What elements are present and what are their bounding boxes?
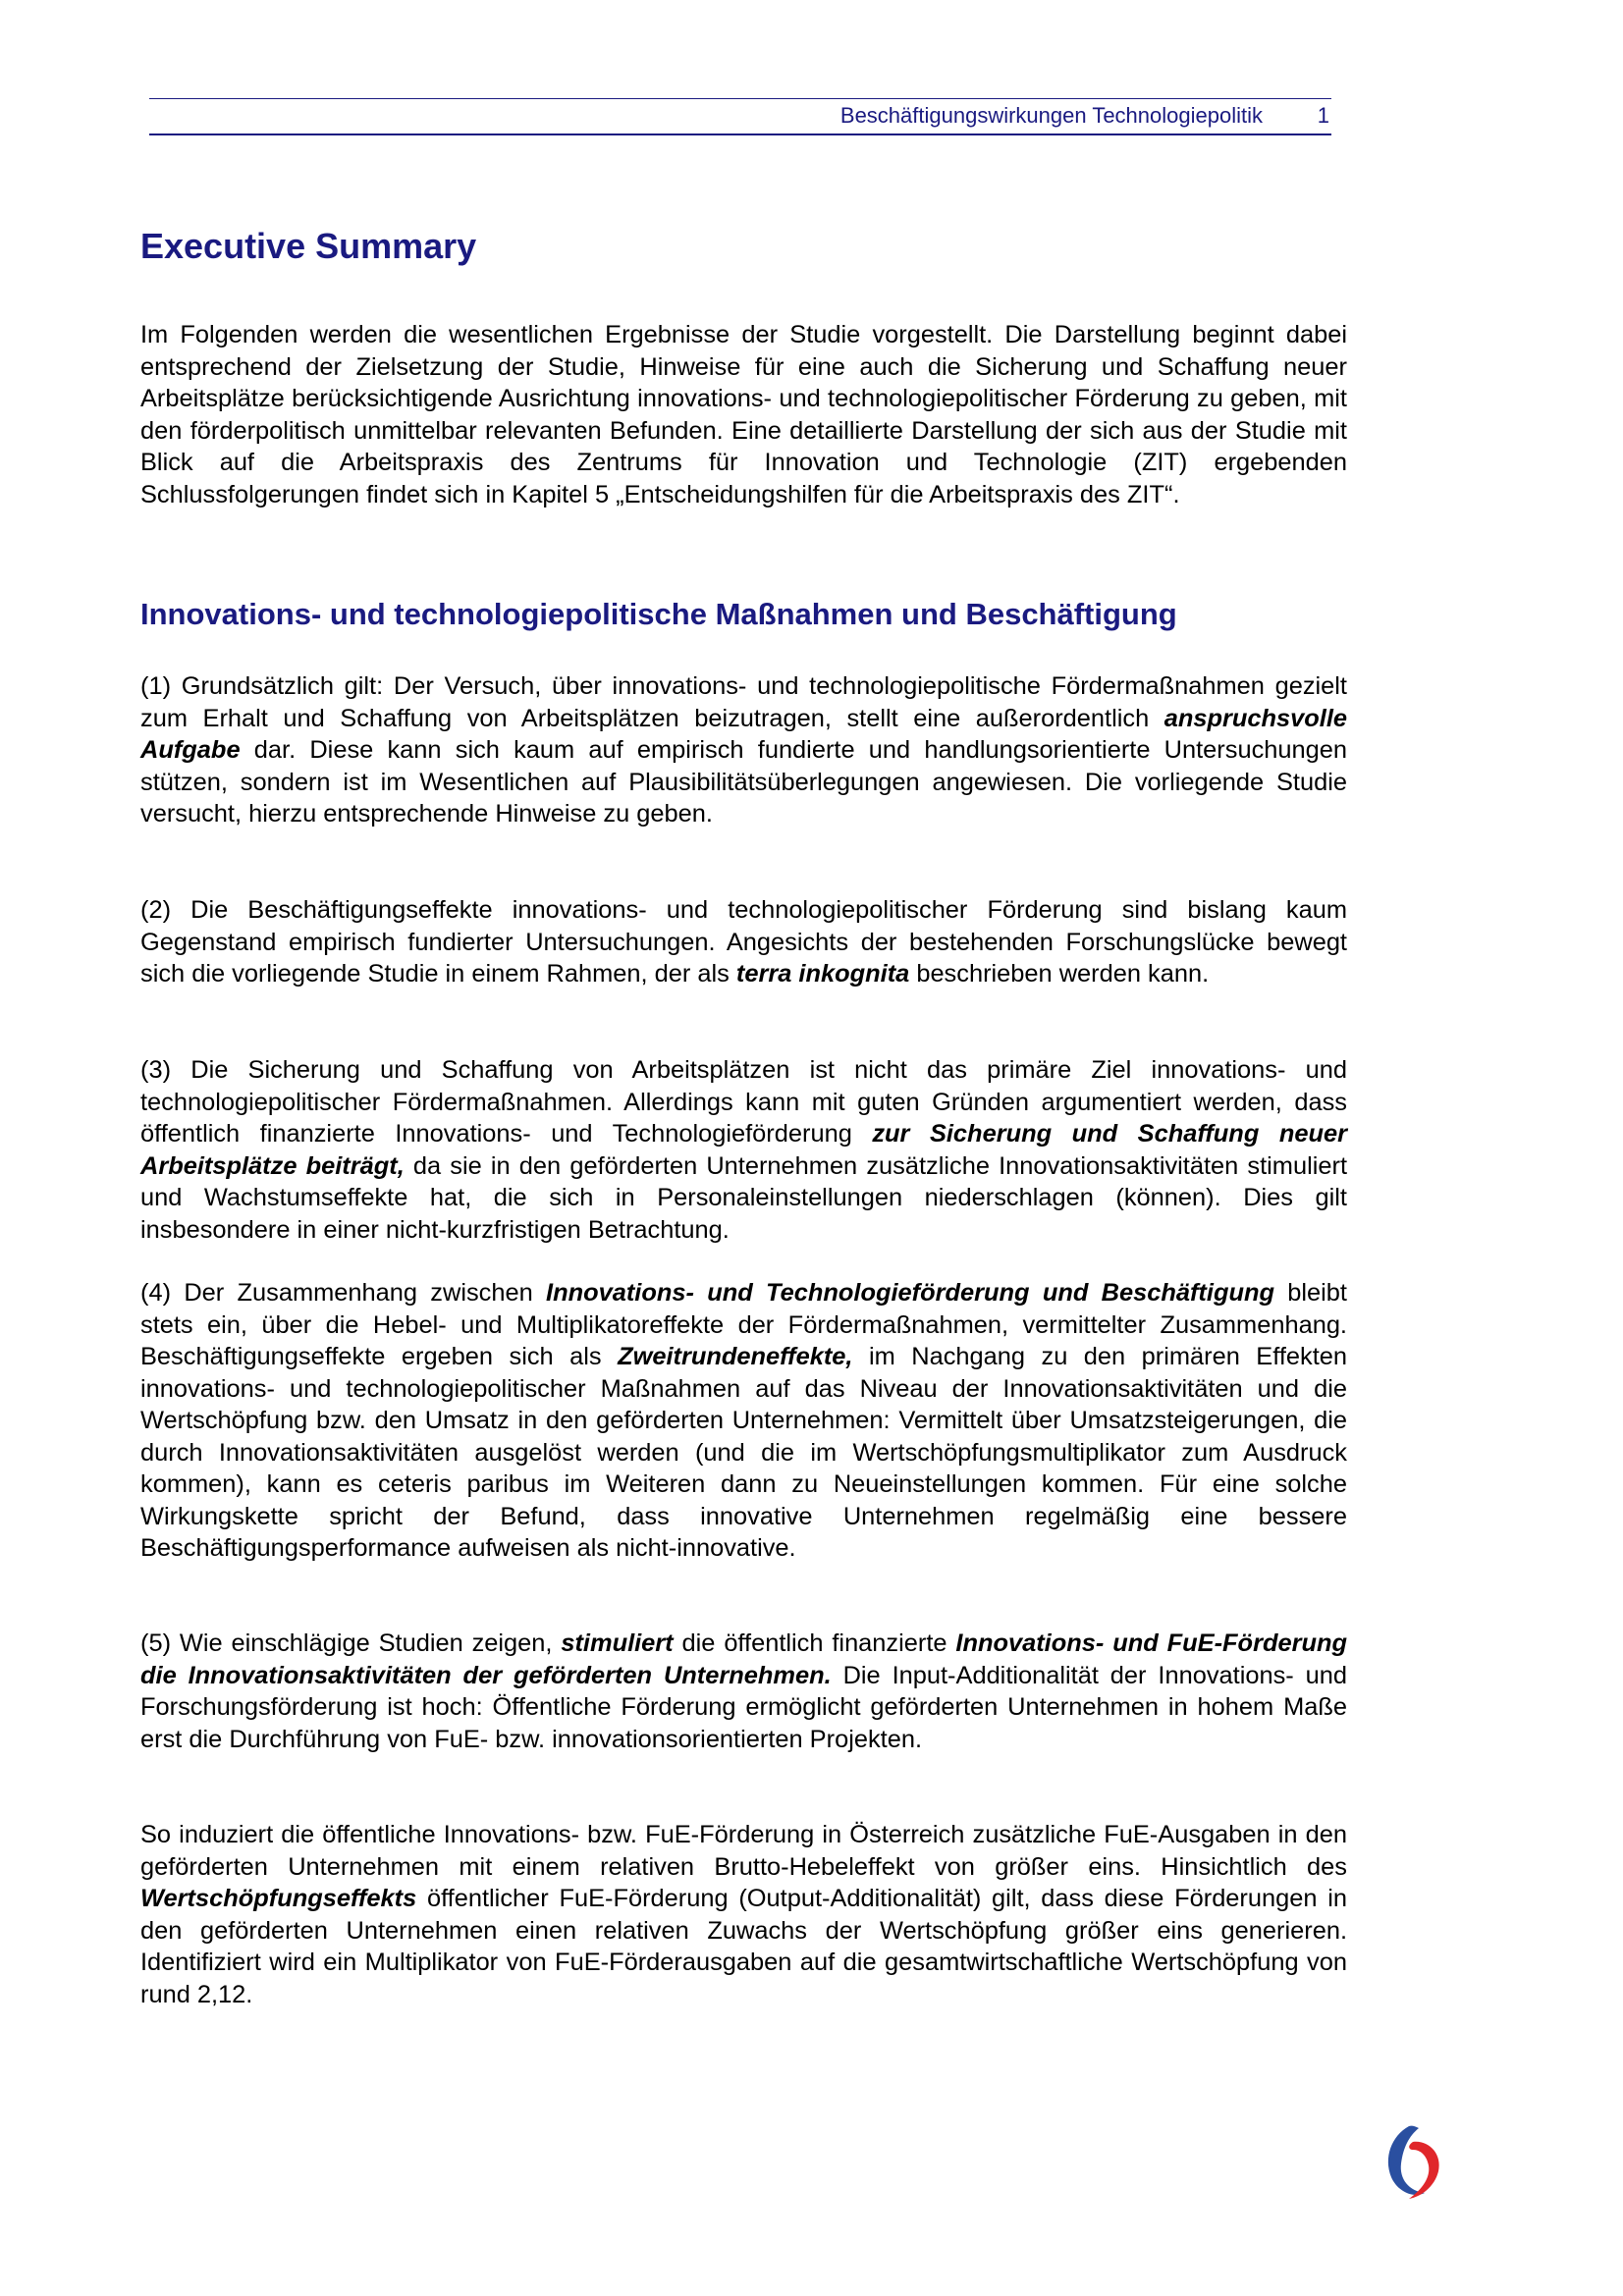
executive-summary-heading: Executive Summary bbox=[140, 226, 477, 266]
paragraph-1-text-a: (1) Grundsätzlich gilt: Der Versuch, über innovations- und technologiepolitische Fördermaßnahmen gezielt zum Erhalt und Schaffung von Arbeitsplätzen beizutragen, stellt eine außerordentlich bbox=[140, 672, 1347, 732]
paragraph-2 bbox=[140, 894, 1347, 990]
paragraph-4-emphasis-2: Zweitrundeneffekte, bbox=[618, 1343, 853, 1370]
paragraph-2-text-a: (2) Die Beschäftigungseffekte innovations- und technologiepolitischer Förderung sind bislang kaum Gegenstand empirisch fundierter Untersuchungen. Angesichts der bestehenden Forschungslücke bewegt sich die vorliegende Studie in einem Rahmen, der als bbox=[140, 896, 1347, 988]
paragraph-1-text-c: dar. Diese kann sich kaum auf empirisch fundierte und handlungsorientierte Untersuchungen stützen, sondern ist im Wesentlichen auf Plausibilitätsüberlegungen angewiesen. Die vorliegende Studie versucht, hierzu entsprechende Hinweise zu geben. bbox=[140, 736, 1347, 828]
paragraph-4-text-a: (4) Der Zusammenhang zwischen bbox=[140, 1279, 547, 1307]
paragraph-3 bbox=[140, 1054, 1347, 1246]
header-title: Beschäftigungswirkungen Technologiepolitik bbox=[839, 103, 1263, 128]
paragraph-5-text-e: Die Input-Additionalität der Innovations- und Forschungsförderung ist hoch: Öffentliche Förderung ermöglicht geförderten Unternehmen in hohem Maße erst die Durchführung von FuE- bzw. innovationsorientierten Projekten. bbox=[140, 1661, 1347, 1753]
logo-blue-swirl bbox=[1388, 2126, 1425, 2195]
paragraph-3-text-a: (3) Die Sicherung und Schaffung von Arbeitsplätzen ist nicht das primäre Ziel innovations- und technologiepolitischer Fördermaßnahmen. Allerdings kann mit guten Gründen argumentiert werden, dass öffentlich finanzierte Innovations- und Technologieförderung bbox=[140, 1056, 1347, 1148]
paragraph-6-emphasis: Wertschöpfungseffekts bbox=[140, 1885, 417, 1912]
paragraph-1 bbox=[140, 670, 1347, 830]
paragraph-3-emphasis: zur Sicherung und Schaffung neuer Arbeitsplätze beiträgt, bbox=[140, 1120, 1347, 1180]
paragraph-6-text-c: öffentlicher FuE-Förderung (Output-Additionalität) gilt, dass diese Förderungen in den geförderten Unternehmen einen relativen Zuwachs der Wertschöpfung größer eins generieren. Identifiziert wird ein Multiplikator von FuE-Förderausgaben auf die gesamtwirtschaftliche Wertschöpfung von rund 2,12. bbox=[140, 1885, 1347, 2008]
paragraph-4-text-c: bleibt stets ein, über die Hebel- und Multiplikatoreffekte der Fördermaßnahmen, vermittelter Zusammenhang. Beschäftigungseffekte ergeben sich als bbox=[140, 1279, 1347, 1370]
paragraph-4-emphasis-1: Innovations- und Technologieförderung und Beschäftigung bbox=[546, 1279, 1274, 1307]
swirl-logo-icon bbox=[1380, 2120, 1448, 2203]
page-header bbox=[149, 98, 1331, 135]
section-heading: Innovations- und technologiepolitische Maßnahmen und Beschäftigung bbox=[140, 597, 1177, 631]
paragraph-1-emphasis: anspruchsvolle Aufgabe bbox=[140, 704, 1347, 764]
paragraph-5-text-c: die öffentlich finanzierte bbox=[673, 1629, 956, 1657]
intro-paragraph: Im Folgenden werden die wesentlichen Ergebnisse der Studie vorgestellt. Die Darstellung beginnt dabei entsprechend der Zielsetzung der Studie, Hinweise für eine auch die Sicherung und Schaffung neuer Arbeitsplätze berücksichtigende Ausrichtung innovations- und technologiepolitischer Förderung zu geben, mit den förderpolitisch unmittelbar relevanten Befunden. Eine detaillierte Darstellung der sich aus der Studie mit Blick auf die Arbeitspraxis des Zentrums für Innovation und Technologie (ZIT) ergebenden Schlussfolgerungen findet sich in Kapitel 5 „Entscheidungshilfen für die Arbeitspraxis des ZIT“. bbox=[140, 321, 1347, 508]
paragraph-4-text-e: im Nachgang zu den primären Effekten innovations- und technologiepolitischer Maßnahmen auf das Niveau der Innovationsaktivitäten und die Wertschöpfung bzw. den Umsatz in den geförderten Unternehmen: Vermittelt über Umsatzsteigerungen, die durch Innovationsaktivitäten ausgelöst werden (und die im Wertschöpfungsmultiplikator zum Ausdruck kommen), kann es ceteris paribus im Weiteren dann zu Neueinstellungen kommen. Für eine solche Wirkungskette spricht der Befund, dass innovative Unternehmen regelmäßig eine bessere Beschäftigungsperformance aufweisen als nicht-innovative. bbox=[140, 1343, 1347, 1562]
paragraph-5 bbox=[140, 1628, 1347, 1755]
paragraph-2-text-c: beschrieben werden kann. bbox=[909, 960, 1210, 988]
paragraph-6-text-a: So induziert die öffentliche Innovations- bzw. FuE-Förderung in Österreich zusätzliche FuE-Ausgaben in den geförderten Unternehmen mit einem relativen Brutto-Hebeleffekt von größer eins. Hinsichtlich des bbox=[140, 1821, 1347, 1881]
paragraph-5-emphasis-1: stimuliert bbox=[561, 1629, 674, 1657]
paragraph-6 bbox=[140, 1819, 1347, 2010]
page-number: 1 bbox=[1317, 103, 1329, 128]
paragraph-5-emphasis-2: Innovations- und FuE-Förderung die Innovationsaktivitäten der geförderten Unternehmen. bbox=[140, 1629, 1347, 1689]
paragraph-3-text-c: da sie in den geförderten Unternehmen zusätzliche Innovationsaktivitäten stimuliert und Wachstumseffekte hat, die sich in Personaleinstellungen niederschlagen (können). Dies gilt insbesondere in einer nicht-kurzfristigen Betrachtung. bbox=[140, 1151, 1347, 1244]
paragraph-2-emphasis: terra inkognita bbox=[735, 960, 910, 988]
paragraph-4 bbox=[140, 1277, 1347, 1565]
paragraph-5-text-a: (5) Wie einschlägige Studien zeigen, bbox=[140, 1629, 562, 1657]
